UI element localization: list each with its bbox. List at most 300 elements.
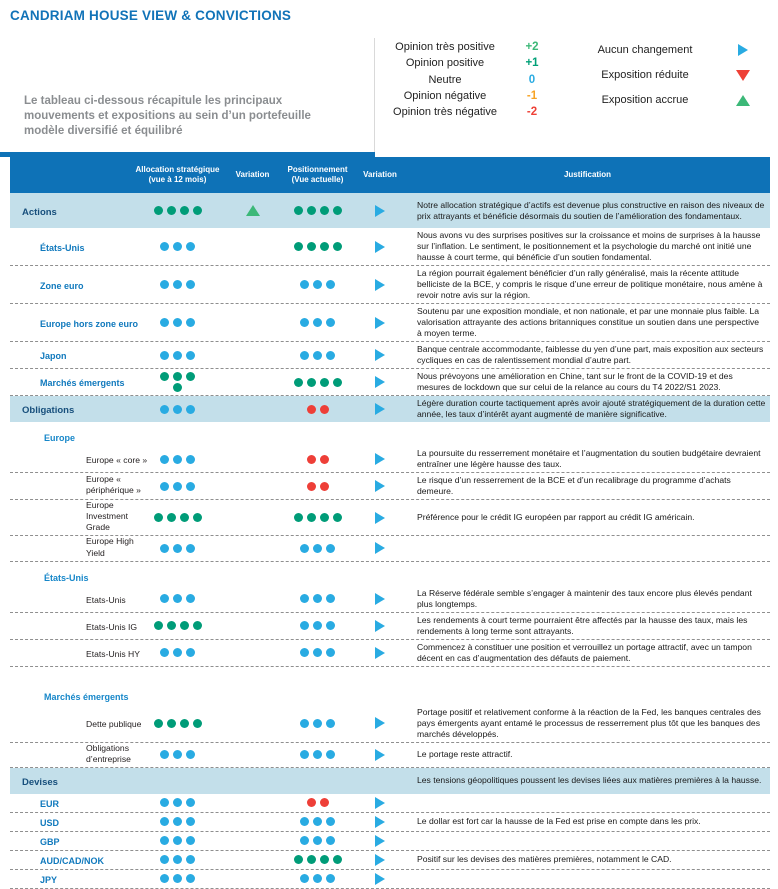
- position-dots: [305, 797, 331, 808]
- allocation-cell: [130, 241, 225, 252]
- variation2-cell: [355, 376, 405, 388]
- row-obligations: [10, 396, 770, 422]
- dot: [333, 513, 342, 522]
- variation2-cell: [355, 205, 405, 217]
- position-dots: [305, 454, 331, 465]
- row-label-cell: [10, 428, 130, 446]
- allocation-cell: [130, 835, 225, 846]
- variation2-cell: [355, 854, 405, 866]
- dot: [307, 206, 316, 215]
- dot: [307, 455, 316, 464]
- dot: [160, 750, 169, 759]
- dot: [307, 242, 316, 251]
- legend-variation-label: Exposition réduite: [601, 69, 689, 81]
- allocation-cell: [130, 647, 225, 658]
- legend-variation-icon-box: [721, 70, 765, 81]
- dot: [160, 648, 169, 657]
- dot: [180, 513, 189, 522]
- justification-text: Les rendements à court terme pourraient être affectés par la hausse des taux, mais les rendements à long terme sont attrayants.: [417, 614, 748, 636]
- allocation-dots: [158, 749, 197, 760]
- row-etats-unis-ig: [10, 613, 770, 640]
- variation-right-icon: [375, 749, 385, 761]
- allocation-cell: [130, 797, 225, 808]
- justification-text: Portage positif et relativement conforme à la réaction de la Fed, les banques centrales des pays émergents ayant entamé le processus de resserrement plus tôt que les banques des marchés développés.: [417, 706, 761, 739]
- dot: [173, 242, 182, 251]
- variation-right-icon: [375, 717, 385, 729]
- dot: [160, 544, 169, 553]
- position-cell: [280, 749, 355, 760]
- variation-right-icon: [375, 317, 385, 329]
- legend-opinion-row: [381, 57, 569, 69]
- allocation-dots: [152, 512, 204, 523]
- variation2-cell: [355, 797, 405, 809]
- row-label-cell: [10, 373, 130, 391]
- allocation-cell: [130, 512, 225, 523]
- dot: [173, 280, 182, 289]
- dot: [173, 318, 182, 327]
- row-label-cell: [10, 794, 130, 812]
- row-label-cell: [10, 536, 134, 560]
- dot: [313, 648, 322, 657]
- legend-variation-row: [569, 94, 769, 106]
- column-header-line1: Variation: [235, 169, 270, 179]
- row-label-cell: [10, 400, 130, 418]
- dot: [186, 594, 195, 603]
- allocation-dots: [158, 350, 197, 361]
- dot: [173, 405, 182, 414]
- variation-right-icon: [375, 349, 385, 361]
- dot: [186, 318, 195, 327]
- row-label-cell: [10, 500, 130, 535]
- dot: [313, 544, 322, 553]
- position-dots: [292, 854, 344, 865]
- position-cell: [280, 512, 355, 523]
- position-cell: [280, 543, 355, 554]
- dot: [307, 798, 316, 807]
- row-europe-high-yield: [10, 536, 770, 561]
- variation2-cell: [355, 480, 405, 492]
- dot: [154, 513, 163, 522]
- dot: [154, 621, 163, 630]
- allocation-dots: [158, 317, 197, 328]
- dot: [300, 648, 309, 657]
- dot: [186, 372, 195, 381]
- row-label: Obligations: [22, 405, 75, 416]
- dot: [300, 318, 309, 327]
- position-cell: [280, 481, 355, 492]
- variation2-cell: [355, 241, 405, 253]
- dot: [167, 621, 176, 630]
- dot: [307, 378, 316, 387]
- dot: [326, 836, 335, 845]
- dot: [173, 874, 182, 883]
- dot: [167, 206, 176, 215]
- position-dots: [298, 317, 337, 328]
- row-label: Etats-Unis: [86, 594, 126, 605]
- row-label-cell: [10, 238, 130, 256]
- dot: [160, 242, 169, 251]
- allocation-cell: [130, 543, 225, 554]
- justification-text: Le dollar est fort car la hausse de la Fed est prise en compte dans les prix.: [417, 816, 701, 827]
- row-etats-unis: [10, 586, 770, 613]
- row-etats-unis: [10, 568, 770, 586]
- justification-text: La Réserve fédérale semble s’engager à maintenir des taux encore plus élevés pendant plus longtemps.: [417, 587, 752, 609]
- position-dots: [298, 620, 337, 631]
- dot: [154, 719, 163, 728]
- row-label: Etats-Unis HY: [86, 648, 140, 659]
- column-header-line1: Positionnement: [287, 164, 348, 174]
- dot: [320, 405, 329, 414]
- position-cell: [280, 404, 355, 415]
- justification-text: [405, 435, 770, 439]
- variation1-cell: [225, 205, 280, 216]
- dot: [173, 544, 182, 553]
- row-label: États-Unis: [44, 572, 89, 583]
- dot: [300, 817, 309, 826]
- dot: [300, 280, 309, 289]
- dot: [186, 351, 195, 360]
- position-cell: [280, 854, 355, 865]
- dot: [180, 719, 189, 728]
- variation-right-icon: [375, 241, 385, 253]
- allocation-dots: [158, 816, 197, 827]
- legend: [374, 38, 776, 154]
- row-label: Dette publique: [86, 719, 142, 730]
- variation2-cell: [355, 317, 405, 329]
- row-label-cell: [10, 714, 142, 732]
- legend-opinion-value: 0: [528, 73, 536, 86]
- dot: [313, 318, 322, 327]
- allocation-cell: [130, 371, 225, 393]
- dot: [180, 206, 189, 215]
- dot: [193, 206, 202, 215]
- position-dots: [298, 647, 337, 658]
- position-dots: [292, 205, 344, 216]
- justification-text: Le risque d’un resserrement de la BCE et d’un recalibrage du programme d’achats demeure.: [417, 475, 731, 496]
- variation2-cell: [355, 512, 405, 524]
- dot: [320, 798, 329, 807]
- allocation-dots: [158, 481, 197, 492]
- variation2-cell: [355, 620, 405, 632]
- row-label: Zone euro: [40, 280, 84, 291]
- dot: [173, 817, 182, 826]
- legend-opinion-value: -1: [526, 90, 538, 103]
- position-cell: [280, 873, 355, 884]
- variation-right-icon: [375, 453, 385, 465]
- justification-text: [405, 839, 770, 843]
- position-cell: [280, 620, 355, 631]
- position-dots: [298, 543, 337, 554]
- legend-opinion-value: +2: [525, 41, 539, 54]
- dot: [193, 719, 202, 728]
- row-label: Japon: [40, 351, 67, 361]
- variation-right-icon: [375, 542, 385, 554]
- column-header-line1: Allocation stratégique: [135, 164, 220, 174]
- position-cell: [280, 454, 355, 465]
- dot: [180, 621, 189, 630]
- dot: [160, 455, 169, 464]
- variation-right-icon: [375, 512, 385, 524]
- row-label: GBP: [40, 836, 60, 847]
- legend-variation-row: [569, 44, 769, 56]
- allocation-cell: [130, 749, 225, 760]
- dot: [313, 874, 322, 883]
- dot: [300, 544, 309, 553]
- dot: [186, 836, 195, 845]
- legend-opinion-label: Neutre: [428, 73, 462, 86]
- variation-right-icon: [375, 376, 385, 388]
- row-eur: [10, 794, 770, 813]
- row-actions: [10, 193, 770, 228]
- row-label-cell: [10, 772, 130, 790]
- dot: [326, 594, 335, 603]
- position-dots: [298, 873, 337, 884]
- allocation-dots: [152, 620, 204, 631]
- justification-text: [405, 801, 770, 805]
- dot: [313, 836, 322, 845]
- position-dots: [292, 377, 344, 388]
- column-header: [405, 170, 770, 180]
- allocation-dots: [158, 797, 197, 808]
- row-label: Europe Investment Grade: [86, 500, 129, 533]
- justification-text: Le portage reste attractif.: [417, 749, 513, 760]
- position-cell: [280, 718, 355, 729]
- variation2-cell: [355, 403, 405, 415]
- legend-variation-label: Exposition accrue: [601, 94, 689, 106]
- dot: [160, 594, 169, 603]
- variation-up-icon: [736, 95, 750, 106]
- legend-variation-icon-box: [721, 95, 765, 106]
- dot: [294, 513, 303, 522]
- allocation-dots: [158, 454, 197, 465]
- row-label-cell: [10, 743, 130, 767]
- dot: [173, 648, 182, 657]
- dot: [307, 482, 316, 491]
- dot: [186, 544, 195, 553]
- row-label: Europe High Yield: [86, 536, 134, 558]
- row-obligations-d-entreprise: [10, 743, 770, 768]
- row-europe: [10, 428, 770, 446]
- dot: [320, 513, 329, 522]
- position-cell: [280, 317, 355, 328]
- row-label-cell: [10, 644, 140, 662]
- dot: [300, 719, 309, 728]
- variation-right-icon: [375, 205, 385, 217]
- dot: [326, 280, 335, 289]
- dot: [307, 513, 316, 522]
- row-etats-unis: [10, 228, 770, 266]
- row-label: Europe « core »: [86, 455, 148, 465]
- variation-right-icon: [375, 835, 385, 847]
- row-label: JPY: [40, 874, 58, 885]
- allocation-dots: [158, 873, 197, 884]
- dot: [186, 855, 195, 864]
- dot: [186, 455, 195, 464]
- table-header: [10, 157, 770, 193]
- legend-opinion-label: Opinion négative: [403, 89, 487, 102]
- dot: [326, 621, 335, 630]
- variation-right-icon: [375, 403, 385, 415]
- convictions-table: [10, 157, 770, 889]
- legend-variation-row: [569, 69, 769, 81]
- dot: [173, 594, 182, 603]
- justification-text: [405, 546, 770, 550]
- column-header: [130, 165, 225, 186]
- row-label-cell: [10, 590, 130, 608]
- justification-text: Notre allocation stratégique d’actifs est devenue plus constructive en raison des niveaux de prix attrayants et bénéficie désormais du soutien de l’amélioration des fondamentaux.: [417, 199, 765, 221]
- dot: [160, 280, 169, 289]
- row-label-cell: [10, 851, 130, 869]
- dot: [294, 206, 303, 215]
- dot: [160, 798, 169, 807]
- position-dots: [305, 404, 331, 415]
- position-cell: [280, 593, 355, 604]
- dot: [326, 874, 335, 883]
- dot: [193, 621, 202, 630]
- row-label-cell: [10, 473, 141, 498]
- dot: [173, 372, 182, 381]
- dot: [320, 242, 329, 251]
- allocation-dots: [158, 279, 197, 290]
- row-devises: [10, 768, 770, 794]
- variation2-cell: [355, 749, 405, 761]
- column-header: [280, 165, 355, 186]
- legend-opinion-row: [381, 74, 569, 86]
- row-label-cell: [10, 346, 130, 364]
- legend-variation-label: Aucun changement: [597, 44, 693, 56]
- allocation-dots: [152, 205, 204, 216]
- justification-text: Préférence pour le crédit IG européen par rapport au crédit IG américain.: [417, 512, 695, 523]
- allocation-cell: [130, 317, 225, 328]
- legend-opinion-row: [381, 106, 569, 118]
- dot: [160, 318, 169, 327]
- dot: [167, 719, 176, 728]
- row-aud-cad-nok: [10, 851, 770, 870]
- variation-right-icon: [375, 480, 385, 492]
- row-label-cell: [10, 617, 138, 635]
- allocation-cell: [130, 481, 225, 492]
- variation-right-icon: [375, 279, 385, 291]
- dot: [320, 855, 329, 864]
- row-label-cell: [10, 687, 130, 705]
- position-dots: [292, 241, 344, 252]
- dot: [186, 242, 195, 251]
- legend-opinion-row: [381, 90, 569, 102]
- justification-text: Nous avons vu des surprises positives sur la croissance et moins de surprises à la hausse sur l’inflation. Le sentiment, le positionnement et la psychologie du marché ont initié une hausse à court terme, qui bénéficie d’un soutien fondamental.: [417, 230, 761, 262]
- dot: [313, 351, 322, 360]
- row-label: EUR: [40, 798, 60, 809]
- dot: [186, 874, 195, 883]
- dot: [320, 455, 329, 464]
- position-cell: [280, 350, 355, 361]
- legend-opinion-row: [381, 41, 569, 53]
- justification-text: [405, 694, 770, 698]
- dot: [326, 544, 335, 553]
- position-cell: [280, 816, 355, 827]
- dot: [186, 280, 195, 289]
- position-dots: [298, 835, 337, 846]
- dot: [160, 372, 169, 381]
- dot: [326, 351, 335, 360]
- allocation-cell: [130, 816, 225, 827]
- variation-right-icon: [375, 873, 385, 885]
- justification-text: [405, 877, 770, 881]
- row-label: Obligations d’entreprise: [86, 742, 131, 764]
- column-header-line2: (Vue actuelle): [291, 175, 344, 184]
- variation2-cell: [355, 816, 405, 828]
- dot: [313, 719, 322, 728]
- allocation-cell: [130, 350, 225, 361]
- dot: [173, 455, 182, 464]
- dot: [320, 482, 329, 491]
- dot: [300, 621, 309, 630]
- dot: [173, 750, 182, 759]
- legend-opinion-label: Opinion très positive: [395, 41, 495, 53]
- dot: [300, 594, 309, 603]
- position-cell: [280, 205, 355, 216]
- row-label-cell: [10, 450, 148, 468]
- justification-text: [405, 575, 770, 579]
- row-label-cell: [10, 568, 130, 586]
- position-dots: [298, 718, 337, 729]
- dot: [173, 798, 182, 807]
- legend-variations: [569, 41, 769, 154]
- dot: [186, 798, 195, 807]
- allocation-dots: [158, 593, 197, 604]
- dot: [320, 206, 329, 215]
- row-dette-publique: [10, 705, 770, 743]
- dot: [326, 719, 335, 728]
- dot: [160, 351, 169, 360]
- dot: [173, 855, 182, 864]
- justification-text: Commencez à constituer une position et verrouillez un portage attractif, avec un tampon décent en cas d’augmentation des défauts de paiement.: [417, 641, 752, 663]
- allocation-cell: [130, 404, 225, 415]
- variation-right-icon: [738, 44, 748, 56]
- table-body: [10, 193, 770, 889]
- column-header: [355, 170, 405, 180]
- row-zone-euro: [10, 266, 770, 304]
- allocation-cell: [130, 454, 225, 465]
- variation2-cell: [355, 349, 405, 361]
- dot: [186, 648, 195, 657]
- variation-down-icon: [736, 70, 750, 81]
- dot: [326, 750, 335, 759]
- dot: [167, 513, 176, 522]
- row-europe-investment-grade: [10, 500, 770, 536]
- column-header: [225, 170, 280, 180]
- column-header-line1: Variation: [363, 169, 397, 179]
- position-cell: [280, 377, 355, 388]
- allocation-dots: [158, 647, 197, 658]
- dot: [160, 874, 169, 883]
- position-dots: [298, 749, 337, 760]
- allocation-cell: [130, 593, 225, 604]
- justification-text: Positif sur les devises des matières premières, notamment le CAD.: [417, 854, 672, 865]
- variation2-cell: [355, 542, 405, 554]
- allocation-cell: [130, 854, 225, 865]
- allocation-dots: [158, 371, 198, 393]
- dot: [186, 405, 195, 414]
- row-gbp: [10, 832, 770, 851]
- justification-text: Légère duration courte tactiquement après avoir ajouté stratégiquement de la duration cette année, les taux d’intérêt ayant augmenté de manière significative.: [417, 398, 766, 419]
- variation2-cell: [355, 453, 405, 465]
- dot: [160, 405, 169, 414]
- row-europe-core: [10, 446, 770, 473]
- row-marches-emergents: [10, 687, 770, 705]
- variation-right-icon: [375, 854, 385, 866]
- legend-opinions: [381, 41, 569, 154]
- dot: [173, 482, 182, 491]
